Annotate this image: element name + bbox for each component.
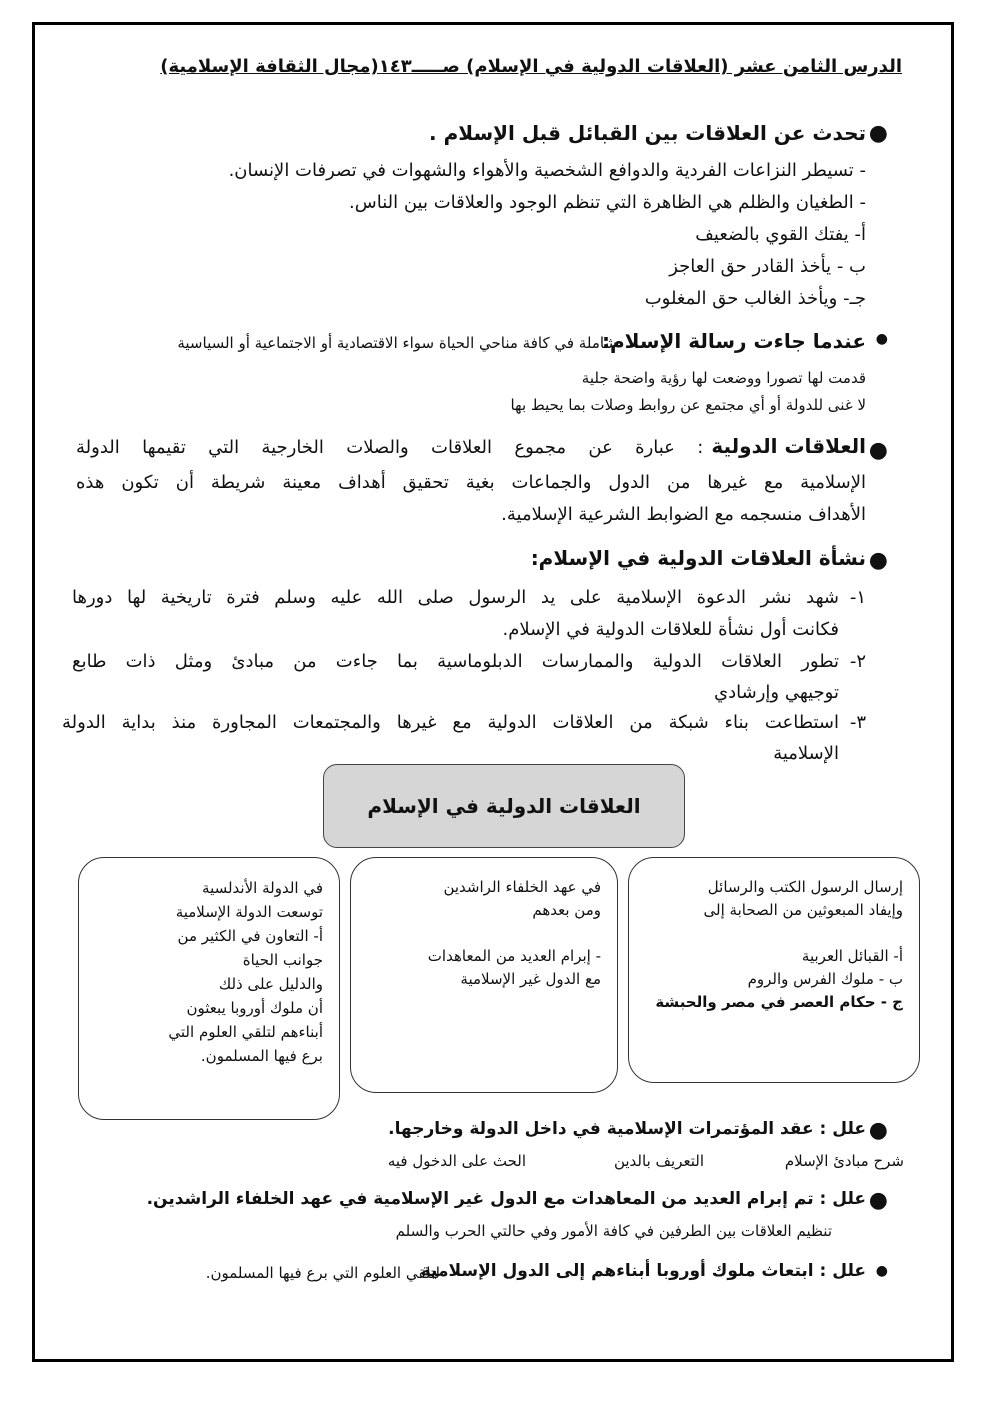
diagram-box-line: مع الدول غير الإسلامية xyxy=(460,969,601,988)
bullet-icon: ● xyxy=(868,548,888,573)
section1-line: جـ- ويأخذ الغالب حق المغلوب xyxy=(644,288,866,309)
section4-item-number: ٣- xyxy=(849,712,866,733)
question1-answer: الحث على الدخول فيه xyxy=(387,1152,526,1170)
section2-heading: عندما جاءت رسالة الإسلام: xyxy=(602,329,866,353)
bullet-icon: ● xyxy=(868,438,888,463)
section4-item: فكانت أول نشأة للعلاقات الدولية في الإسلام. xyxy=(502,619,839,640)
section1-line: ب - يأخذ القادر حق العاجز xyxy=(669,256,866,277)
diagram-box-left xyxy=(78,857,340,1120)
diagram-box-line: - إبرام العديد من المعاهدات xyxy=(427,946,601,965)
diagram-box-line: ج - حكام العصر في مصر والحبشة xyxy=(655,993,903,1011)
diagram-box-line: إرسال الرسول الكتب والرسائل xyxy=(707,878,903,896)
section3-line: : عبارة عن مجموع العلاقات والصلات الخارجية التي تقيمها الدولة xyxy=(76,437,704,458)
section4-item: تطور العلاقات الدولية والممارسات الدبلوماسية بما جاءت من مبادئ ومثل ذات طابع xyxy=(72,651,839,672)
section2-inline: شاملة في كافة مناحي الحياة سواء الاقتصادية أو الاجتماعية أو السياسية xyxy=(177,334,617,352)
diagram-box-line: وإيفاد المبعوثين من الصحابة إلى xyxy=(703,901,903,920)
diagram-box-line: ب - ملوك الفرس والروم xyxy=(747,969,903,988)
question2-heading: علل : تم إبرام العديد من المعاهدات مع الدول غير الإسلامية في عهد الخلفاء الراشدين. xyxy=(146,1189,866,1209)
bullet-icon: ● xyxy=(875,331,888,347)
bullet-icon: ● xyxy=(875,1263,888,1279)
diagram-box-line: أ- التعاون في الكثير من xyxy=(177,927,323,945)
question1-answer: التعريف بالدين xyxy=(613,1152,704,1170)
question1-answer: شرح مبادئ الإسلام xyxy=(784,1152,904,1170)
bullet-icon: ● xyxy=(868,1188,888,1213)
diagram-box-line: برع فيها المسلمون. xyxy=(200,1047,323,1065)
diagram-box-line: جوانب الحياة xyxy=(242,951,323,969)
diagram-box-middle xyxy=(350,857,618,1093)
bullet-icon: ● xyxy=(868,1118,888,1143)
section4-heading: نشأة العلاقات الدولية في الإسلام: xyxy=(530,546,866,570)
diagram-center-box: العلاقات الدولية في الإسلام xyxy=(323,764,685,848)
section1-line: - الطغيان والظلم هي الظاهرة التي تنظم الوجود والعلاقات بين الناس. xyxy=(349,192,866,213)
lesson-title: الدرس الثامن عشر (العلاقات الدولية في الإسلام) صـــــ١٤٣(مجال الثقافة الإسلامية) xyxy=(160,56,902,77)
question3-answer: لتلقي العلوم التي برع فيها المسلمون. xyxy=(205,1264,440,1282)
diagram-box-line: ومن بعدهم xyxy=(532,901,601,920)
diagram-box-line: والدليل على ذلك xyxy=(218,975,323,993)
section1-line: أ- يفتك القوي بالضعيف xyxy=(695,224,866,245)
question3-heading: علل : ابتعاث ملوك أوروبا أبناءهم إلى الدول الإسلامية xyxy=(420,1261,866,1281)
section4-item: شهد نشر الدعوة الإسلامية على يد الرسول صلى الله عليه وسلم فترة تاريخية لها دورها xyxy=(72,587,839,608)
section4-item-number: ١- xyxy=(849,587,866,608)
section2-line: لا غنى للدولة أو أي مجتمع عن روابط وصلات بما يحيط بها xyxy=(510,396,866,414)
question2-answer: تنظيم العلاقات بين الطرفين في كافة الأمور وفي حالتي الحرب والسلم xyxy=(395,1222,832,1240)
diagram-box-line: أن ملوك أوروبا يبعثون xyxy=(186,999,323,1017)
section3-heading: العلاقات الدولية xyxy=(711,434,866,458)
diagram-box-line: أ- القبائل العربية xyxy=(801,946,903,965)
section3-line: الأهداف منسجمه مع الضوابط الشرعية الإسلامية. xyxy=(501,504,866,525)
diagram-box-right xyxy=(628,857,920,1083)
diagram-box-line: أبناءهم لتلقي العلوم التي xyxy=(168,1023,323,1041)
section4-item: توجيهي وإرشادي xyxy=(714,682,839,703)
diagram-box-line: في عهد الخلفاء الراشدين xyxy=(443,878,601,896)
section4-item-number: ٢- xyxy=(849,651,866,672)
section3-line: الإسلامية مع غيرها من الدول والجماعات بغية تحقيق أهداف معينة شريطة أن تكون هذه xyxy=(76,472,866,493)
section2-line: قدمت لها تصورا ووضعت لها رؤية واضحة جلية xyxy=(581,369,866,387)
section1-heading: تحدث عن العلاقات بين القبائل قبل الإسلام . xyxy=(429,121,866,145)
diagram-box-line: توسعت الدولة الإسلامية xyxy=(175,903,323,921)
section4-item: الإسلامية xyxy=(773,743,839,764)
question1-heading: علل : عقد المؤتمرات الإسلامية في داخل الدولة وخارجها. xyxy=(388,1119,866,1139)
section1-line: - تسيطر النزاعات الفردية والدوافع الشخصية والأهواء والشهوات في تصرفات الإنسان. xyxy=(228,160,866,181)
bullet-icon: ● xyxy=(868,121,888,146)
diagram-box-line: في الدولة الأندلسية xyxy=(202,879,323,897)
section4-item: استطاعت بناء شبكة من العلاقات الدولية مع غيرها والمجتمعات المجاورة منذ بداية الدولة xyxy=(62,712,839,733)
